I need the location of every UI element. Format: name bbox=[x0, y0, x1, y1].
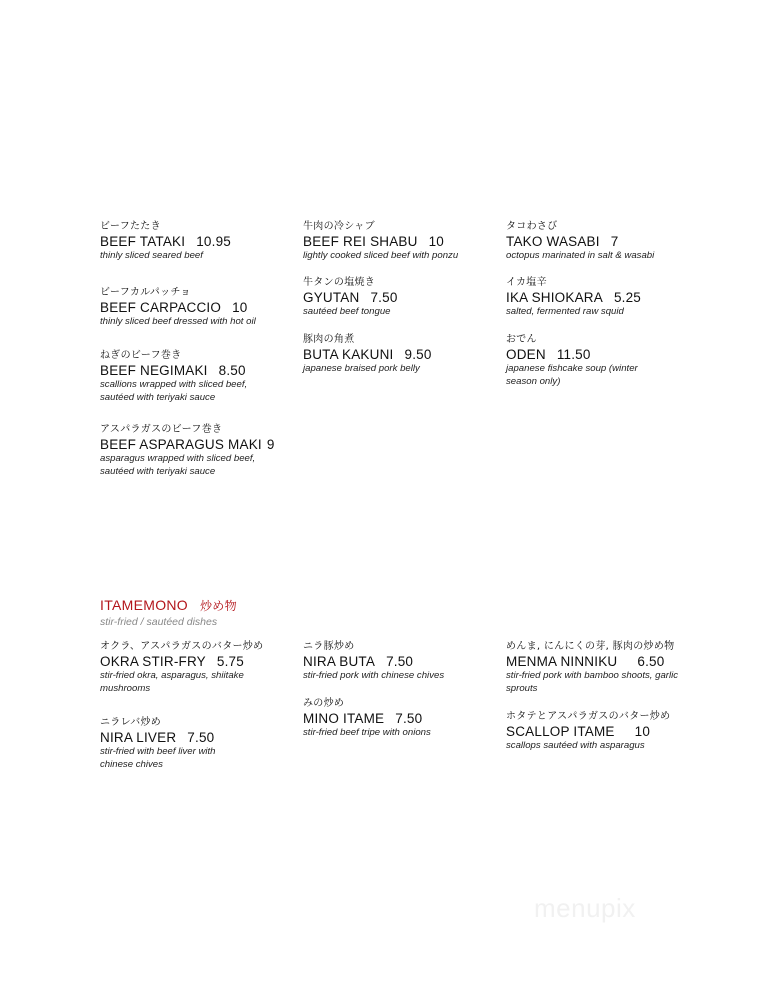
item-description: sautéed beef tongue bbox=[303, 305, 391, 317]
item-name: BEEF TATAKI bbox=[100, 234, 186, 249]
item-jp-name: オクラ、アスパラガスのバター炒め bbox=[100, 641, 264, 652]
item-name-line bbox=[506, 723, 720, 740]
item-jp-name: ニラ豚炒め bbox=[303, 641, 355, 652]
item-description: thinly sliced beef dressed with hot oil bbox=[100, 315, 256, 327]
item-name: NIRA BUTA bbox=[303, 654, 376, 669]
item-jp-name: 豚肉の角煮 bbox=[303, 334, 355, 345]
item-name: GYUTAN bbox=[303, 289, 360, 305]
menu-column-1 bbox=[100, 640, 303, 786]
item-name-line bbox=[303, 346, 506, 363]
item-name-line bbox=[100, 233, 303, 250]
item-price: 8.50 bbox=[218, 363, 246, 378]
item-name-line bbox=[303, 653, 506, 670]
item-price: 7.50 bbox=[386, 654, 414, 669]
item-name-line bbox=[100, 362, 303, 379]
item-name-line bbox=[303, 289, 506, 306]
item-jp-name: ニラレバ炒め bbox=[100, 717, 162, 728]
menu-column-3 bbox=[506, 640, 720, 786]
item-jp-name: アスパラガスのビーフ巻き bbox=[100, 424, 223, 435]
menu-item bbox=[303, 697, 506, 740]
item-name-line bbox=[100, 299, 303, 316]
item-description: thinly sliced seared beef bbox=[100, 250, 203, 261]
item-description: asparagus wrapped with sliced beef, sautéed with teriyaki sauce bbox=[100, 453, 256, 477]
item-jp-name: おでん bbox=[506, 334, 537, 345]
menu-item bbox=[100, 423, 303, 478]
item-name-line bbox=[506, 289, 720, 306]
item-price: 5.25 bbox=[613, 289, 642, 305]
item-price: 10.95 bbox=[196, 234, 232, 249]
item-price: 9 bbox=[266, 437, 275, 452]
item-name-line bbox=[303, 710, 506, 727]
item-name-line bbox=[100, 729, 303, 746]
item-name: MENMA NINNIKU bbox=[506, 654, 618, 669]
top-menu-grid bbox=[100, 220, 720, 493]
item-name: MINO ITAME bbox=[303, 710, 385, 726]
menu-item bbox=[100, 640, 303, 695]
itamemono-menu-grid bbox=[100, 640, 720, 786]
item-name: SCALLOP ITAME bbox=[506, 724, 615, 739]
item-name: BEEF NEGIMAKI bbox=[100, 363, 208, 378]
item-name: TAKO WASABI bbox=[506, 234, 600, 249]
section-title-en: ITAMEMONO bbox=[100, 597, 188, 613]
item-name-line bbox=[506, 653, 720, 670]
item-price: 9.50 bbox=[404, 347, 432, 362]
menu-item bbox=[100, 349, 303, 404]
item-price: 7.50 bbox=[395, 710, 423, 726]
item-name-line bbox=[303, 233, 506, 250]
item-description: stir-fried pork with bamboo shoots, garlic sprouts bbox=[506, 670, 679, 694]
menu-item bbox=[100, 220, 303, 263]
item-price: 5.75 bbox=[216, 654, 244, 669]
item-price: 6.50 bbox=[637, 654, 665, 669]
item-name: BEEF CARPACCIO bbox=[100, 299, 222, 315]
menu-item bbox=[506, 640, 720, 695]
item-name-line bbox=[100, 436, 303, 453]
item-description: scallops sautéed with asparagus bbox=[506, 740, 645, 751]
menu-item bbox=[303, 220, 506, 263]
item-price: 10 bbox=[634, 724, 651, 739]
item-description: japanese braised pork belly bbox=[303, 363, 420, 374]
item-name: IKA SHIOKARA bbox=[506, 289, 603, 305]
item-price: 11.50 bbox=[556, 347, 591, 362]
item-jp-name: タコわさび bbox=[506, 221, 558, 232]
item-name-line bbox=[506, 233, 720, 250]
item-jp-name: ねぎのビーフ巻き bbox=[100, 350, 182, 361]
menu-item bbox=[303, 333, 506, 376]
item-price: 10 bbox=[232, 299, 248, 315]
item-description: japanese fishcake soup (winter season only) bbox=[506, 363, 638, 387]
item-description: scallions wrapped with sliced beef, sautéed with teriyaki sauce bbox=[100, 379, 248, 403]
item-description: stir-fried pork with chinese chives bbox=[303, 670, 445, 681]
item-description: stir-fried with beef liver with chinese chives bbox=[100, 746, 216, 770]
item-name: BEEF ASPARAGUS MAKI bbox=[100, 437, 262, 452]
section-title bbox=[100, 597, 237, 614]
item-price: 7.50 bbox=[187, 730, 215, 745]
item-jp-name: ビーフたたき bbox=[100, 221, 161, 232]
menu-column-2 bbox=[303, 640, 506, 786]
section-subtitle: stir-fried / sautéed dishes bbox=[100, 616, 218, 628]
menu-column-1 bbox=[100, 220, 303, 493]
item-jp-name: めんま, にんにくの芽, 豚肉の炒め物 bbox=[506, 641, 675, 652]
menu-item bbox=[506, 220, 720, 263]
menu-column-3 bbox=[506, 220, 720, 493]
menu-item bbox=[100, 286, 303, 329]
item-price: 7.50 bbox=[370, 289, 398, 305]
item-name: BUTA KAKUNI bbox=[303, 347, 394, 362]
menu-item bbox=[506, 710, 720, 753]
item-name: NIRA LIVER bbox=[100, 730, 177, 745]
item-name: BEEF REI SHABU bbox=[303, 234, 418, 249]
menu-item bbox=[506, 276, 720, 319]
item-description: stir-fried okra, asparagus, shiitake mushrooms bbox=[100, 670, 244, 694]
menu-item bbox=[303, 640, 506, 683]
item-description: salted, fermented raw squid bbox=[506, 305, 624, 317]
menu-column-2 bbox=[303, 220, 506, 493]
item-name: OKRA STIR-FRY bbox=[100, 654, 206, 669]
item-jp-name: ビーフカルパッチョ bbox=[100, 286, 191, 298]
menu-item bbox=[303, 276, 506, 319]
item-price: 10 bbox=[428, 234, 444, 249]
menu-item bbox=[100, 716, 303, 771]
item-name: ODEN bbox=[506, 347, 546, 362]
item-description: lightly cooked sliced beef with ponzu bbox=[303, 250, 459, 261]
menu-item bbox=[506, 333, 720, 388]
item-jp-name: イカ塩辛 bbox=[506, 276, 547, 288]
watermark-logo: menupix bbox=[534, 893, 636, 923]
item-price: 7 bbox=[610, 234, 619, 249]
item-description: octopus marinated in salt & wasabi bbox=[506, 250, 655, 261]
item-name-line bbox=[100, 653, 303, 670]
item-jp-name: みの炒め bbox=[303, 697, 345, 709]
item-name-line bbox=[506, 346, 720, 363]
item-jp-name: 牛肉の冷シャブ bbox=[303, 221, 375, 232]
section-title-jp: 炒め物 bbox=[200, 599, 237, 613]
item-description: stir-fried beef tripe with onions bbox=[303, 726, 431, 738]
item-jp-name: 牛タンの塩焼き bbox=[303, 276, 376, 288]
item-jp-name: ホタテとアスパラガスのバター炒め bbox=[506, 711, 671, 722]
